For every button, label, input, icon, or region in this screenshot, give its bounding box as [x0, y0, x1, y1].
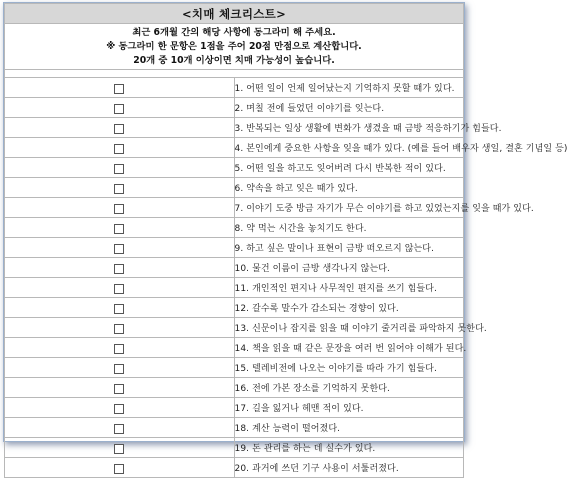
item-text: 11. 개인적인 편지나 사무적인 편지를 쓰기 힘들다. [234, 278, 464, 298]
item-text: 1. 어떤 일이 언제 일어났는지 기억하지 못할 때가 있다. [234, 78, 464, 98]
checklist-item [5, 338, 464, 358]
item-text: 4. 본인에게 중요한 사항을 잊을 때가 있다. (예를 들어 배우자 생일, 결혼 기념일 등) [234, 138, 464, 158]
item-checkbox[interactable] [114, 104, 124, 114]
item-checkbox[interactable] [114, 344, 124, 354]
notice-row [5, 24, 464, 70]
item-checkbox[interactable] [114, 304, 124, 314]
notice-line-1: 최근 6개월 간의 해당 사항에 동그라미 해 주세요. [132, 26, 336, 38]
checklist-item [5, 358, 464, 378]
notice-cell [5, 24, 464, 70]
spacer-row [5, 70, 464, 78]
checklist-item [5, 198, 464, 218]
item-checkbox[interactable] [114, 464, 124, 474]
item-checkbox[interactable] [114, 444, 124, 454]
item-text: 6. 약속을 하고 잊은 때가 있다. [234, 178, 464, 198]
checklist-item [5, 158, 464, 178]
checklist-item [5, 138, 464, 158]
item-checkbox[interactable] [114, 84, 124, 94]
item-checkbox[interactable] [114, 324, 124, 334]
checklist-item [5, 238, 464, 258]
item-text: 12. 갈수록 말수가 감소되는 경향이 있다. [234, 298, 464, 318]
checklist-item [5, 438, 464, 458]
item-text: 17. 길을 잃거나 헤맨 적이 있다. [234, 398, 464, 418]
checklist-title: <치매 체크리스트> [5, 4, 464, 24]
checklist-item [5, 278, 464, 298]
item-text: 3. 반복되는 일상 생활에 변화가 생겼을 때 금방 적응하기가 힘들다. [234, 118, 464, 138]
item-checkbox[interactable] [114, 244, 124, 254]
checklist-item [5, 398, 464, 418]
item-text: 19. 돈 관리를 하는 데 실수가 있다. [234, 438, 464, 458]
item-text: 20. 과거에 쓰던 기구 사용이 서툴러졌다. [234, 458, 464, 478]
checklist-item [5, 258, 464, 278]
item-text: 9. 하고 싶은 말이나 표현이 금방 떠오르지 않는다. [234, 238, 464, 258]
item-checkbox[interactable] [114, 364, 124, 374]
item-text: 8. 약 먹는 시간을 놓치기도 한다. [234, 218, 464, 238]
notice-line-3: 20개 중 10개 이상이면 치매 가능성이 높습니다. [133, 54, 335, 66]
checklist-item [5, 318, 464, 338]
title-row [5, 4, 464, 24]
item-checkbox[interactable] [114, 404, 124, 414]
item-checkbox[interactable] [114, 424, 124, 434]
item-checkbox[interactable] [114, 284, 124, 294]
checklist-item [5, 218, 464, 238]
checklist-frame [3, 2, 568, 474]
item-checkbox[interactable] [114, 264, 124, 274]
checklist-item [5, 298, 464, 318]
item-text: 16. 전에 가본 장소를 기억하지 못한다. [234, 378, 464, 398]
item-checkbox[interactable] [114, 124, 124, 134]
checklist-item [5, 98, 464, 118]
item-text: 2. 며칠 전에 들었던 이야기를 잊는다. [234, 98, 464, 118]
checklist-table [4, 3, 568, 478]
checklist-item [5, 178, 464, 198]
item-checkbox[interactable] [114, 164, 124, 174]
item-checkbox[interactable] [114, 204, 124, 214]
checklist-item [5, 378, 464, 398]
checklist-item [5, 78, 464, 98]
checklist-item [5, 458, 464, 478]
item-checkbox[interactable] [114, 224, 124, 234]
item-checkbox[interactable] [114, 144, 124, 154]
item-text: 10. 물건 이름이 금방 생각나지 않는다. [234, 258, 464, 278]
item-checkbox[interactable] [114, 384, 124, 394]
item-text: 7. 이야기 도중 방금 자기가 무슨 이야기를 하고 있었는지를 잊을 때가 있다. [234, 198, 464, 218]
item-text: 14. 책을 읽을 때 같은 문장을 여러 번 읽어야 이해가 된다. [234, 338, 464, 358]
checklist-item [5, 118, 464, 138]
checklist-item [5, 418, 464, 438]
item-text: 18. 계산 능력이 떨어졌다. [234, 418, 464, 438]
notice-line-2: ※ 동그라미 한 문항은 1점을 주어 20점 만점으로 계산합니다. [106, 40, 362, 52]
item-checkbox[interactable] [114, 184, 124, 194]
item-text: 13. 신문이나 잡지를 읽을 때 이야기 줄거리를 파악하지 못한다. [234, 318, 464, 338]
item-text: 15. 텔레비전에 나오는 이야기를 따라 가기 힘들다. [234, 358, 464, 378]
item-text: 5. 어떤 일을 하고도 잊어버려 다시 반복한 적이 있다. [234, 158, 464, 178]
